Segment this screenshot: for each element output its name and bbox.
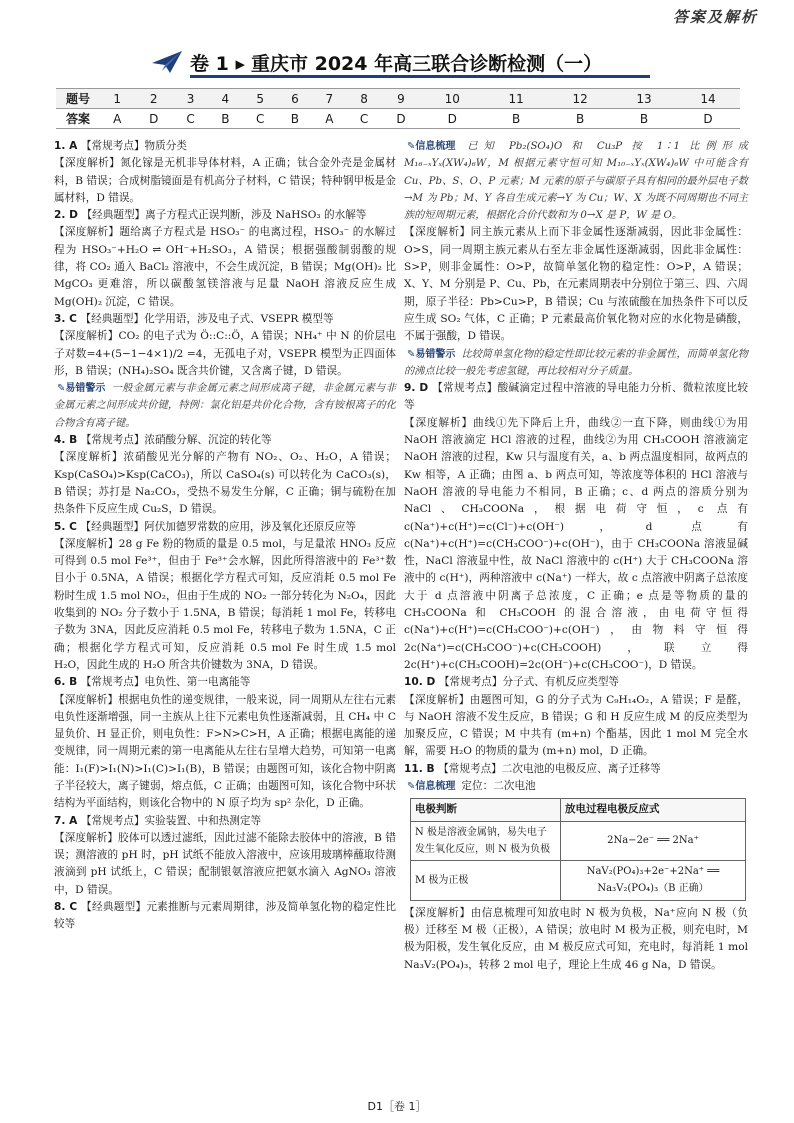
solution-paragraph bbox=[54, 311, 396, 328]
paragraph-text: 【常规考点】电负性、第一电离能等 bbox=[80, 676, 251, 689]
electrode-table bbox=[410, 798, 746, 900]
solution-paragraph bbox=[404, 415, 748, 674]
paragraph-text: 【经典题型】化学用语，涉及电子式、VSEPR 模型等 bbox=[80, 312, 334, 325]
paragraph-text: 【经典题型】阿伏加德罗常数的应用，涉及氧化还原反应等 bbox=[80, 520, 356, 533]
solution-paragraph bbox=[54, 536, 396, 674]
answer-letter: C bbox=[243, 109, 278, 129]
question-number: 4 bbox=[208, 89, 242, 109]
row-label: 题号 bbox=[56, 89, 100, 109]
paragraph-text: 【深度解析】CO₂ 的电子式为 Ö::C::Ö，A 错误；NH₄⁺ 中 N 的价层电子对数=4+(5−1−4×1)/2 =4，无孤电子对，VSEPR 模型为正四面体形，B 错误；(NH₄)₂SO₄ 既含共价键，又含离子键，D 错误。 bbox=[54, 330, 396, 377]
paragraph-text: 【深度解析】胶体可以透过滤纸，因此过滤不能除去胶体中的溶液，B 错误；测溶液的 pH 时，pH 试纸不能放入溶液中，应该用玻璃棒蘸取待测液滴到 pH 试纸上，C 错误；配制银氨溶液应把氨水滴入 AgNO₃ 溶液中，D 错误。 bbox=[54, 831, 396, 896]
answer-letter: C bbox=[173, 109, 208, 129]
left-column bbox=[54, 138, 396, 934]
answer-letter: B bbox=[208, 109, 242, 129]
solution-paragraph bbox=[54, 138, 396, 155]
page-title bbox=[150, 44, 650, 80]
question-number: 7 bbox=[312, 89, 346, 109]
answer-letter: B bbox=[484, 109, 548, 129]
question-number: 3. C bbox=[54, 312, 81, 325]
paragraph-text: 【常规考点】二次电池的电极反应、离子迁移等 bbox=[438, 762, 661, 775]
question-number: 4. B bbox=[54, 434, 81, 447]
question-number: 7. A bbox=[54, 814, 81, 827]
table-cell: NaV₂(PO₄)₃+2e⁻+2Na⁺ ══ Na₃V₂(PO₄)₃（B 正确） bbox=[561, 861, 746, 901]
question-number: 9 bbox=[382, 89, 421, 109]
solution-paragraph bbox=[404, 380, 748, 415]
answer-letter: D bbox=[382, 109, 421, 129]
question-number: 11 bbox=[484, 89, 548, 109]
answer-letter: D bbox=[134, 109, 173, 129]
question-number: 12 bbox=[548, 89, 612, 109]
solution-paragraph bbox=[54, 830, 396, 899]
page-footer: D1［卷 1］ bbox=[367, 1100, 427, 1113]
question-number: 1. A bbox=[54, 140, 81, 152]
question-number: 5. C bbox=[54, 520, 81, 533]
question-number: 9. D bbox=[404, 382, 433, 395]
answer-letter: A bbox=[100, 109, 134, 129]
title-volume: 卷 1 ▸ bbox=[190, 52, 245, 75]
solution-paragraph bbox=[54, 328, 396, 380]
corner-tag: 答案及解析 bbox=[672, 8, 758, 26]
solution-paragraph bbox=[54, 155, 396, 207]
paragraph-text: 【深度解析】根据电负性的递变规律，一般来说，同一周期从左往右元素电负性逐渐增强，同一主族从上往下元素电负性逐渐减弱，且 CH₄ 中 C 显负价、H 显正价，则电负性：F>N>C>H，A 正确；根据电离能的递变规律，同一周期元素的第一电离能从左往右呈增大趋势，可知第一电离能：I₁(F)>I₁(N)>I₁(C)>I₁(B)，B 错误；由题图可知，该化合物中阴离子半径较大，离子键弱，熔点低，C 正确；由题图可知，该化合物中环状结构为平面结构，则该化合物中的 N 原子均为 sp² 杂化，D 正确。 bbox=[54, 693, 396, 810]
table-cell: M 极为正极 bbox=[411, 861, 561, 901]
question-number: 10. D bbox=[404, 676, 439, 689]
solution-paragraph bbox=[54, 380, 396, 432]
paragraph-text: 【深度解析】由题图可知，G 的分子式为 C₉H₁₄O₂，A 错误；F 是醛，与 NaOH 溶液不发生反应，B 错误；G 和 H 反应生成 M 的反应类型为加聚反应，C 错误；M 中共有 (m+n) 个酯基，因此 1 mol M 完全水解，需要 H₂O 的物质的量为 (m+n) mol，D 正确。 bbox=[404, 693, 748, 758]
paragraph-text: 【深度解析】28 g Fe 粉的物质的量是 0.5 mol，与足量浓 HNO₃ 反应可得到 0.5 mol Fe³⁺，但由于 Fe³⁺会水解，因此所得溶液中的 Fe³⁺数目小于 0.5NA，A 错误；根据化学方程式可知，反应消耗 0.5 mol Fe 粉时生成 1.5 mol NO₂，但由于生成的 NO₂ 一部分转化为 N₂O₄，因此收集到的 NO₂ 分子数小于 1.5NA，B 错误；每消耗 1 mol Fe，转移电子数为 3NA，因此反应消耗 0.5 mol Fe，转移电子数为 1.5NA，C 正确；根据化学方程式可知，反应消耗 0.5 mol Fe 时生成 1.5 mol H₂O，因此生成的 H₂O 所含共价键数为 3NA，D 错误。 bbox=[54, 537, 396, 671]
row-label: 答案 bbox=[56, 109, 100, 129]
paragraph-text: 一般金属元素与非金属元素之间形成离子键，非金属元素与非金属元素之间形成共价键，特例：氯化铝是共价化合物，含有铵根离子的化合物含有离子键。 bbox=[54, 383, 396, 429]
paper-plane-icon bbox=[150, 49, 184, 75]
table-row bbox=[411, 861, 746, 901]
answer-row bbox=[56, 109, 740, 129]
answer-letter: C bbox=[347, 109, 382, 129]
solution-paragraph bbox=[404, 138, 748, 224]
solution-paragraph bbox=[54, 207, 396, 224]
solution-paragraph bbox=[404, 778, 748, 795]
question-number: 1 bbox=[100, 89, 134, 109]
solution-paragraph bbox=[54, 674, 396, 691]
info-box-label: ✎易错警示 bbox=[57, 383, 106, 395]
paragraph-text: 比较简单氢化物的稳定性即比较元素的非金属性，而简单氢化物的沸点比较一般先考虑氢键，再比较相对分子质量。 bbox=[404, 348, 748, 377]
paragraph-text: 【深度解析】曲线①先下降后上升，曲线②一直下降，则曲线①为用 NaOH 溶液滴定 HCl 溶液的过程，曲线②为用 CH₃COOH 溶液滴定 NaOH 溶液的过程，Kw 只与温度有关，a、b 两点温度相同，故两点的 Kw 相等，A 正确；由图 a、b 两点可知，等浓度等体积的 HCl 溶液与 NaOH 溶液的导电能力不相同，B 正确；c、d 两点的溶质分别为 NaCl、CH₃COONa，根据电荷守恒，c 点有 c(Na⁺)+c(H⁺)=c(Cl⁻)+c(OH⁻)，d 点有 c(Na⁺)+c(H⁺)=c(CH₃COO⁻)+c(OH⁻)，由于 CH₃COONa 溶液显碱性，NaCl 溶液显中性，故 NaCl 溶液中的 c(H⁺) 大于 CH₃COONa 溶液中的 c(H⁺)，两种溶液中 c(Na⁺) 一样大，故 c 点溶液中阴离子总浓度大于 d 点溶液中阴离子总浓度，C 正确；e 点是等物质的量的 CH₃COONa 和 CH₃COOH 的混合溶液，由电荷守恒得 c(Na⁺)+c(H⁺)=c(CH₃COO⁻)+c(OH⁻)，由物料守恒得 2c(Na⁺)=c(CH₃COO⁻)+c(CH₃COOH)，联立得 2c(H⁺)+c(CH₃COOH)=2c(OH⁻)+c(CH₃COO⁻)，D 错误。 bbox=[404, 416, 748, 671]
solution-paragraph bbox=[404, 761, 748, 778]
solution-paragraph bbox=[54, 432, 396, 449]
question-number: 11. B bbox=[404, 762, 439, 775]
solution-paragraph bbox=[404, 674, 748, 691]
info-box-label: ✎易错警示 bbox=[407, 348, 456, 360]
answer-letter: B bbox=[278, 109, 312, 129]
question-number: 2 bbox=[134, 89, 173, 109]
paragraph-text: 【深度解析】浓硝酸见光分解的产物有 NO₂、O₂、H₂O，A 错误；Ksp(CaSO₄)>Ksp(CaCO₃)，所以 CaSO₄(s) 可以转化为 CaCO₃(s)，B 错误；苏打是 Na₂CO₃，受热不易发生分解，C 正确；铜与硫粉在加热条件下反应生成 Cu₂S，D 错误。 bbox=[54, 451, 396, 516]
info-box-label: ✎信息梳理 bbox=[407, 141, 456, 152]
solution-paragraph bbox=[54, 813, 396, 830]
table-header: 放电过程电极反应式 bbox=[561, 799, 746, 821]
question-number: 6. B bbox=[54, 676, 81, 689]
solution-paragraph bbox=[54, 449, 396, 518]
paragraph-text: 【经典题型】离子方程式正误判断，涉及 NaHSO₃ 的水解等 bbox=[81, 209, 367, 222]
paragraph-text: 【常规考点】实验装置、中和热测定等 bbox=[80, 814, 262, 827]
question-number: 10 bbox=[420, 89, 484, 109]
paragraph-text: 定位：二次电池 bbox=[461, 779, 536, 792]
paragraph-text: 【常规考点】酸碱滴定过程中溶液的导电能力分析、微粒浓度比较等 bbox=[404, 382, 748, 412]
solution-paragraph bbox=[404, 224, 748, 345]
solution-paragraph bbox=[404, 905, 748, 974]
info-box-label: ✎信息梳理 bbox=[407, 780, 456, 792]
table-header: 电极判断 bbox=[411, 799, 561, 821]
solution-paragraph bbox=[54, 519, 396, 536]
paragraph-text: 【常规考点】物质分类 bbox=[80, 140, 187, 152]
answer-letter: A bbox=[312, 109, 346, 129]
question-number: 8. C bbox=[54, 901, 82, 914]
paragraph-text: 【常规考点】浓硝酸分解、沉淀的转化等 bbox=[80, 434, 272, 447]
paragraph-text: 已知 Pb₂(SO₄)O 和 Cu₃P 按 1∶1 比例形成 M₁₆₋ₓYₓ(XW₄)₆W，M 根据元素守恒可知 M₁₀₋ₓYₓ(XW₄)₆W 中可能含有 Cu、Pb、S、O、P 元素；M 元素的原子与碳原子具有相同的最外层电子数→M 为 Pb；M、Y 各自生成元素→Y 为 Cu；W、X 为既不同周期也不同主族的短周期元素，根据化合价代数和为 0→X 是 P，W 是 O。 bbox=[404, 141, 748, 222]
solution-paragraph bbox=[54, 899, 396, 934]
solution-paragraph bbox=[54, 224, 396, 310]
question-number: 8 bbox=[347, 89, 382, 109]
answer-letter: D bbox=[420, 109, 484, 129]
table-cell: 2Na−2e⁻ ══ 2Na⁺ bbox=[561, 821, 746, 861]
question-number: 5 bbox=[243, 89, 278, 109]
solution-paragraph bbox=[404, 346, 748, 381]
paragraph-text: 【深度解析】题给离子方程式是 HSO₃⁻ 的电离过程，HSO₃⁻ 的水解过程为 HSO₃⁻+H₂O ⇌ OH⁻+H₂SO₃，A 错误；根据强酸制弱酸的规律，将 CO₂ 通入 BaCl₂ 溶液中，不会生成沉淀，B 错误；Mg(OH)₂ 比 MgCO₃ 更难溶，所以碳酸氢镁溶液与足量 NaOH 溶液反应生成 Mg(OH)₂ 沉淀，C 错误。 bbox=[54, 226, 396, 308]
question-number: 2. D bbox=[54, 209, 82, 222]
solution-paragraph bbox=[404, 692, 748, 761]
right-column bbox=[404, 138, 748, 974]
title-text: 重庆市 2024 年高三联合诊断检测（一） bbox=[251, 52, 603, 75]
answer-letter: B bbox=[548, 109, 612, 129]
answer-letter: D bbox=[676, 109, 740, 129]
solution-paragraph bbox=[54, 692, 396, 813]
paragraph-text: 【经典题型】元素推断与元素周期律，涉及简单氢化物的稳定性比较等 bbox=[54, 901, 397, 931]
paragraph-text: 【常规考点】分子式、有机反应类型等 bbox=[438, 676, 620, 689]
paragraph-text: 【深度解析】由信息梳理可知放电时 N 极为负极，Na⁺应向 N 极（负极）迁移至 M 极（正极），A 错误；放电时 M 极为正极，则充电时，M 极为阳极，发生氧化反应，由 M 极反应式可知，充电时，每消耗 1 mol Na₃V₂(PO₄)₃，转移 2 mol 电子，理论上生成 46 g Na，D 错误。 bbox=[404, 906, 748, 971]
answer-key-table bbox=[56, 88, 740, 129]
question-number: 3 bbox=[173, 89, 208, 109]
paragraph-text: 【深度解析】氮化镓是无机非导体材料，A 正确；钛合金外壳是金属材料，B 错误；合成树脂镜面是有机高分子材料，C 错误；特种钢甲板是金属材料，D 错误。 bbox=[54, 157, 396, 204]
table-row bbox=[411, 821, 746, 861]
question-number-row bbox=[56, 89, 740, 109]
question-number: 14 bbox=[676, 89, 740, 109]
table-cell: N 极是溶液金属钠，易失电子发生氧化反应，则 N 极为负极 bbox=[411, 821, 561, 861]
answer-letter: B bbox=[612, 109, 676, 129]
paragraph-text: 【深度解析】同主族元素从上而下非金属性逐渐减弱，因此非金属性：O>S，同一周期主族元素从右至左非金属性逐渐减弱，因此非金属性：S>P，则非金属性：O>P，故简单氢化物的稳定性：O>P，A 错误；X、Y、M 分别是 P、Cu、Pb，在元素周期表中分别位于第三、四、六周期，原子半径：Pb>Cu>P，B 错误；Cu 与浓硫酸在加热条件下可以反应生成 SO₂ 气体，C 正确；P 元素最高价氧化物对应的水化物是磷酸，不属于强酸，D 错误。 bbox=[404, 226, 748, 343]
question-number: 6 bbox=[278, 89, 312, 109]
question-number: 13 bbox=[612, 89, 676, 109]
